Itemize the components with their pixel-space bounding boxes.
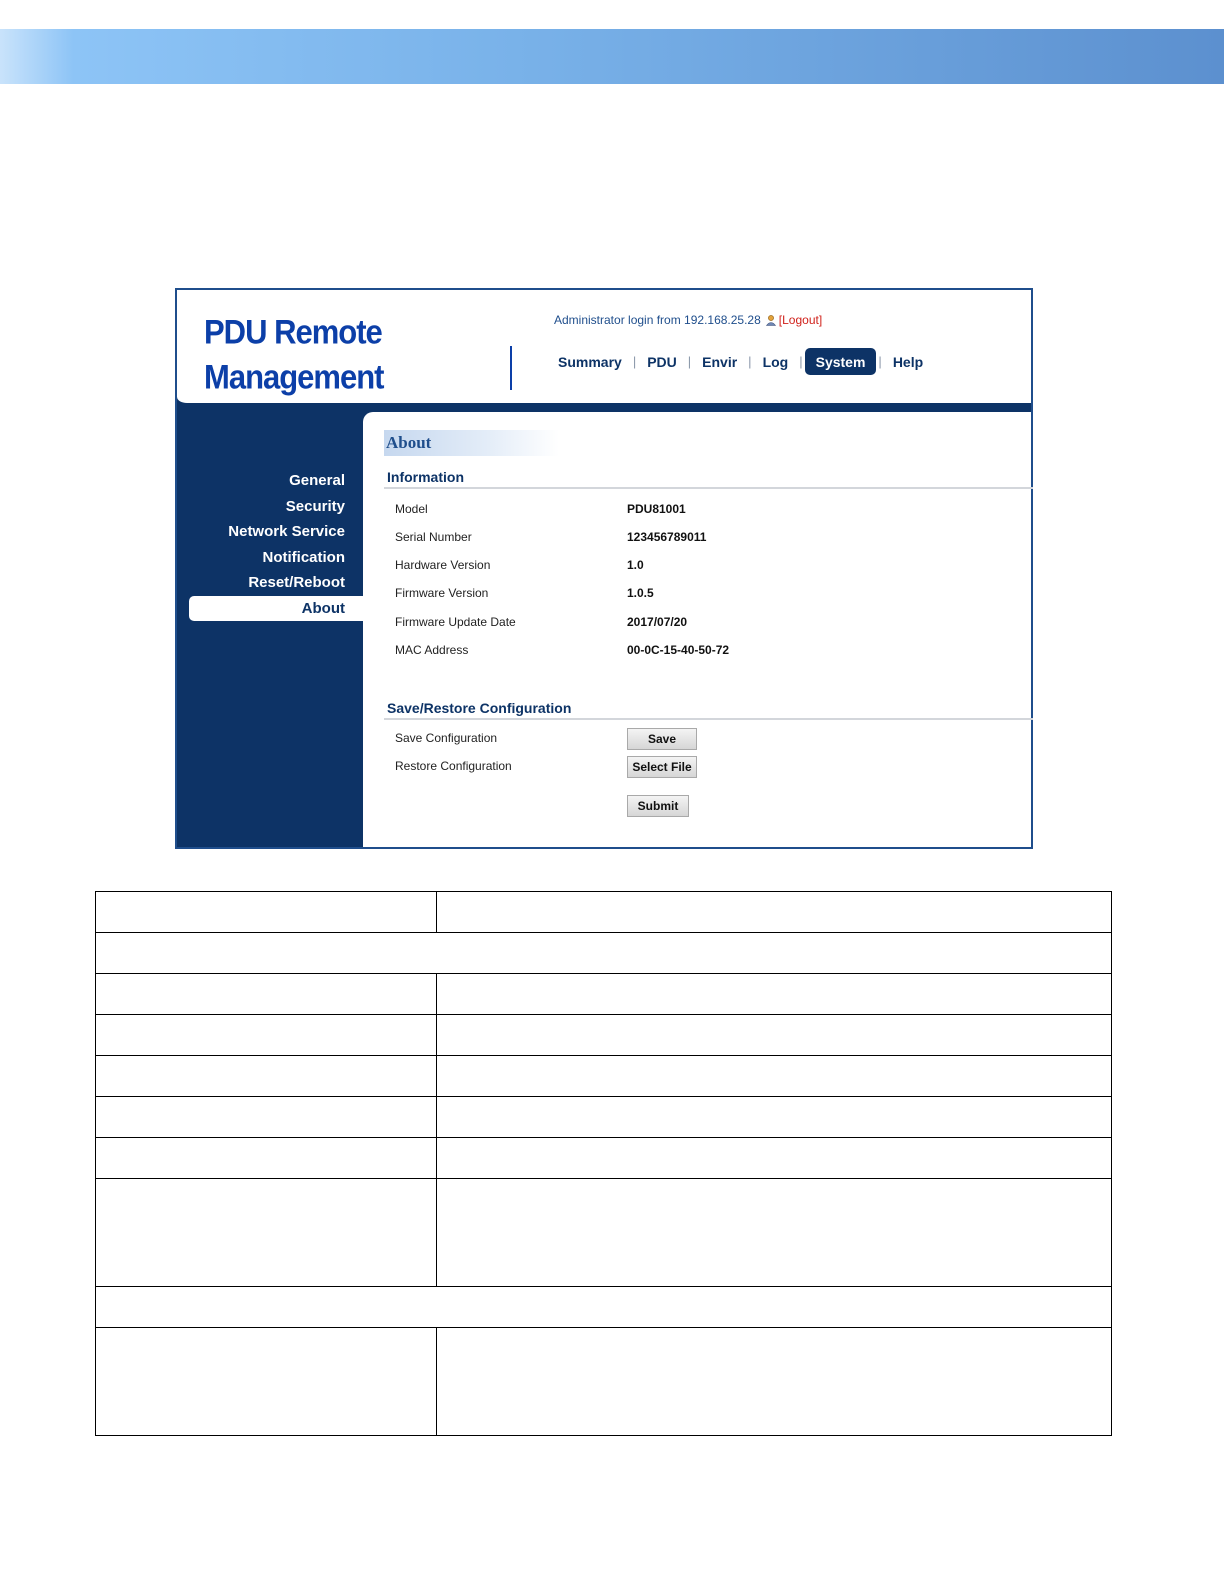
table-row: [96, 1287, 1112, 1328]
sidebar-item-security[interactable]: Security: [285, 497, 345, 515]
sidebar-item-network-service[interactable]: Network Service: [228, 523, 345, 540]
app-logo: [204, 310, 383, 400]
mac-address-label: MAC Address: [395, 643, 469, 657]
logout-link[interactable]: [Logout]: [778, 313, 823, 327]
nav-separator: |: [687, 354, 692, 369]
hardware-version-value: 1.0: [627, 558, 644, 572]
nav-separator: |: [799, 354, 803, 369]
information-heading: Information: [387, 469, 464, 485]
page-header-band: [0, 29, 1224, 84]
sidebar-item-general[interactable]: General: [289, 472, 345, 489]
table-cell: [96, 1287, 1112, 1328]
table-cell: [96, 892, 437, 933]
submit-button[interactable]: Submit: [627, 795, 689, 817]
table-row: [96, 892, 1112, 933]
serial-number-label: Serial Number: [395, 530, 472, 544]
sidebar-item-notification[interactable]: Notification: [262, 548, 345, 566]
table-cell: [96, 933, 1112, 974]
firmware-update-date-value: 2017/07/20: [627, 615, 688, 629]
section-divider: [384, 487, 1033, 489]
table-cell: [437, 974, 1112, 1015]
sidebar-item-reset-reboot[interactable]: Reset/Reboot: [248, 574, 345, 591]
header-divider: [510, 346, 512, 390]
tab-pdu[interactable]: PDU: [647, 353, 677, 370]
table-row: [96, 1097, 1112, 1138]
firmware-version-label: Firmware Version: [395, 586, 489, 600]
page-title: About: [384, 430, 559, 456]
nav-separator: |: [632, 354, 637, 369]
table-cell: [96, 1138, 437, 1179]
mac-address-value: 00-0C-15-40-50-72: [627, 643, 730, 657]
restore-config-label: Restore Configuration: [395, 759, 512, 773]
logo-line-1: PDU Remote: [204, 312, 382, 352]
table-row: [96, 1138, 1112, 1179]
model-value: PDU81001: [627, 502, 686, 516]
tab-envir[interactable]: Envir: [702, 353, 738, 370]
select-file-button[interactable]: Select File: [627, 756, 697, 778]
table-cell: [437, 1179, 1112, 1287]
tab-system[interactable]: System: [805, 348, 877, 375]
tab-summary[interactable]: Summary: [558, 353, 622, 370]
table-row: [96, 1179, 1112, 1287]
firmware-version-value: 1.0.5: [627, 586, 654, 600]
nav-separator: |: [748, 354, 752, 369]
main-nav: [547, 348, 934, 375]
login-status: [554, 313, 822, 327]
serial-number-value: 123456789011: [627, 530, 707, 544]
table-row: [96, 1056, 1112, 1097]
nav-separator: |: [878, 354, 882, 369]
login-text: Administrator login from 192.168.25.28: [554, 313, 761, 327]
app-header: [177, 290, 1031, 407]
table-cell: [96, 1328, 437, 1436]
table-cell: [96, 1179, 437, 1287]
section-divider: [384, 718, 1033, 720]
logo-line-2: Management: [204, 357, 384, 397]
system-sidebar: [177, 468, 363, 621]
table-cell: [437, 892, 1112, 933]
table-cell: [96, 974, 437, 1015]
save-config-label: Save Configuration: [395, 731, 498, 745]
table-row: [96, 933, 1112, 974]
model-label: Model: [395, 502, 428, 516]
table-row: [96, 1328, 1112, 1436]
description-table: [95, 891, 1112, 1436]
table-cell: [437, 1328, 1112, 1436]
config-heading: Save/Restore Configuration: [387, 700, 572, 716]
table-cell: [96, 1097, 437, 1138]
firmware-update-date-label: Firmware Update Date: [395, 615, 516, 629]
table-cell: [437, 1138, 1112, 1179]
hardware-version-label: Hardware Version: [395, 558, 491, 572]
table-cell: [437, 1015, 1112, 1056]
user-icon: [765, 314, 777, 326]
table-row: [96, 974, 1112, 1015]
sidebar-item-about[interactable]: About: [189, 596, 363, 622]
about-panel: [363, 412, 1031, 847]
tab-help[interactable]: Help: [892, 353, 924, 370]
table-cell: [437, 1056, 1112, 1097]
table-cell: [437, 1097, 1112, 1138]
table-cell: [96, 1056, 437, 1097]
tab-log[interactable]: Log: [762, 353, 789, 370]
table-cell: [96, 1015, 437, 1056]
save-button[interactable]: Save: [627, 728, 697, 750]
pdu-web-ui-screenshot: [175, 288, 1033, 849]
table-row: [96, 1015, 1112, 1056]
